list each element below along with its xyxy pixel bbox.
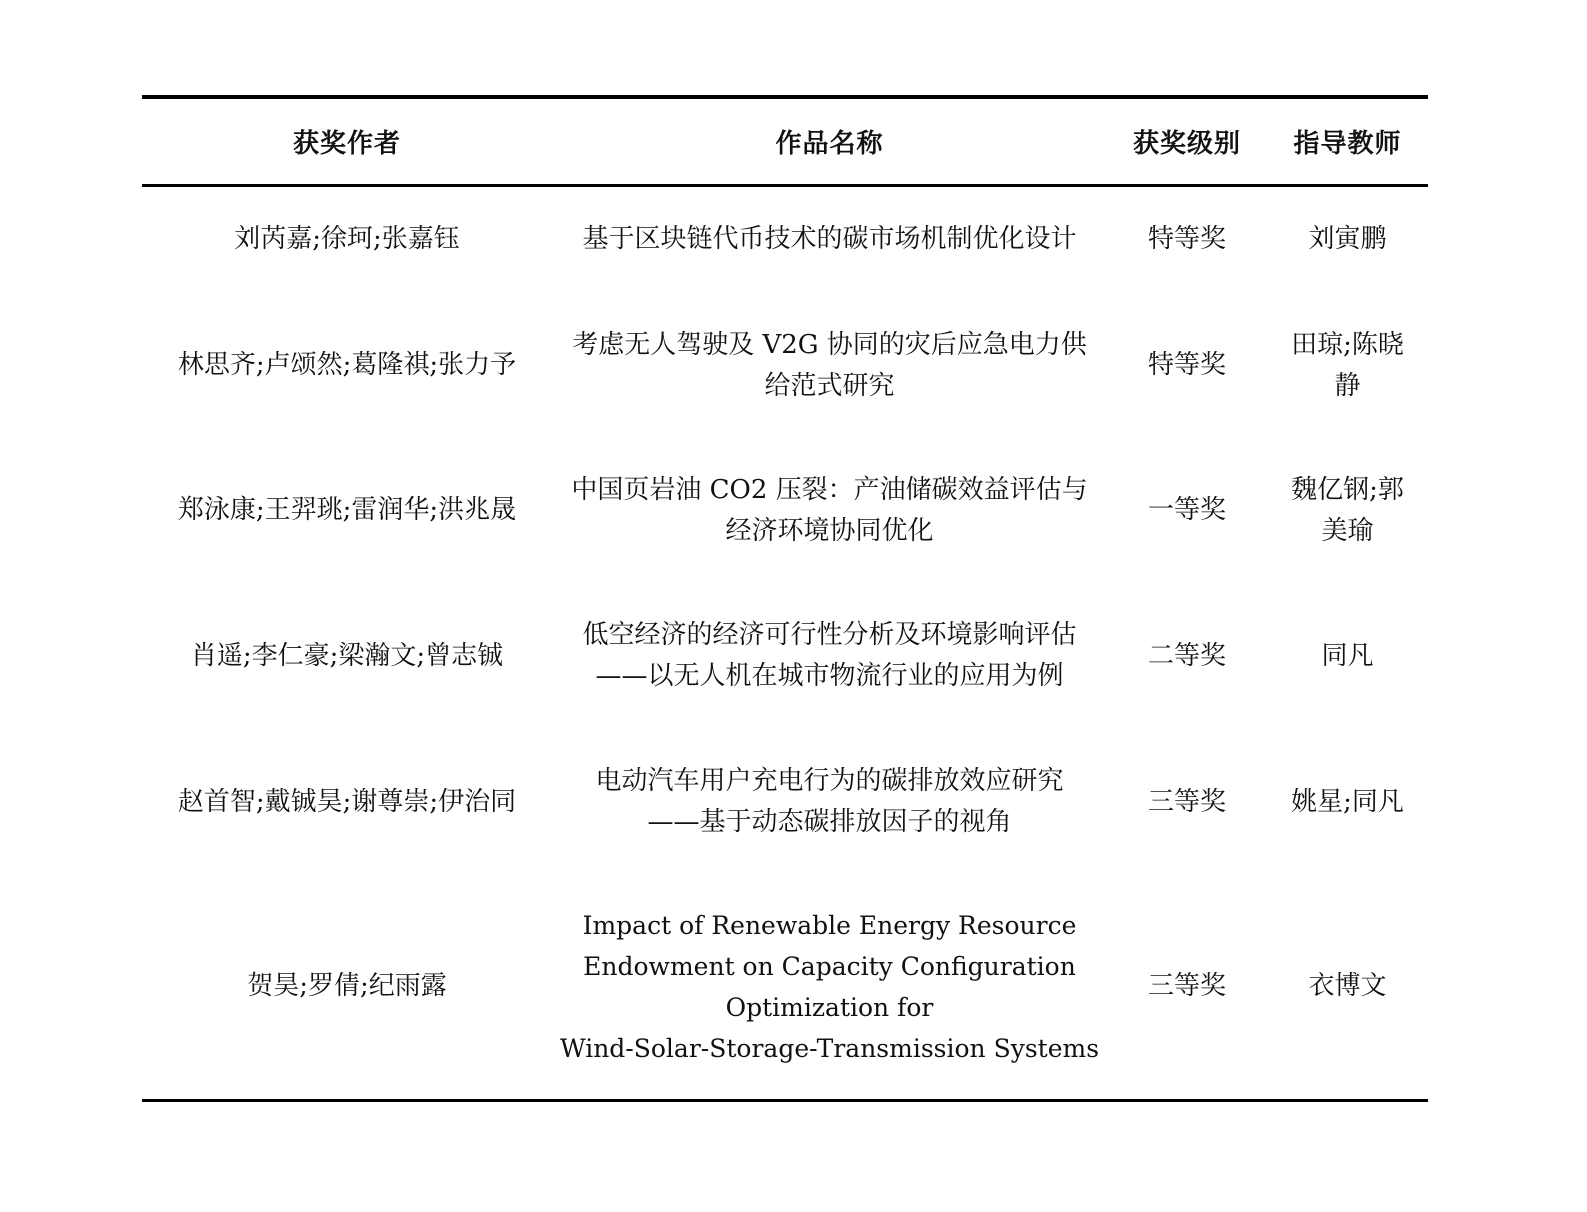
advisor-cell: 姚星;同凡: [1291, 786, 1404, 817]
title-line: Impact of Renewable Energy Resource: [582, 910, 1077, 940]
header-title: 作品名称: [552, 97, 1107, 185]
title-cell: [552, 583, 1107, 729]
authors-cell: 赵首智;戴铖昊;谢尊崇;伊治同: [177, 786, 517, 817]
title-cell: [552, 729, 1107, 875]
level-cell: 三等奖: [1147, 786, 1226, 817]
title-line: 电动汽车用户充电行为的碳排放效应研究: [595, 766, 1064, 796]
header-level: 获奖级别: [1107, 97, 1267, 185]
table-row: [142, 729, 1428, 875]
authors-cell: 贺昊;罗倩;纪雨露: [142, 875, 552, 1100]
advisor-cell: 刘寅鹏: [1308, 224, 1387, 255]
advisor-cell: 魏亿钢;郭美瑜: [1291, 474, 1404, 546]
table-row: [142, 293, 1428, 438]
title-line: Endowment on Capacity Configuration: [583, 951, 1076, 981]
title-line: ——以无人机在城市物流行业的应用为例: [595, 661, 1064, 691]
authors-cell: 刘芮嘉;徐珂;张嘉钰: [234, 224, 460, 255]
title-line: 经济环境协同优化: [725, 515, 934, 546]
title-line: ——基于动态碳排放因子的视角: [647, 807, 1012, 837]
advisor-cell: 同凡: [1321, 640, 1374, 671]
title-cell: [552, 875, 1107, 1100]
table-row: [142, 185, 1428, 293]
header-advisor: 指导教师: [1267, 97, 1428, 185]
title-line: Wind-Solar-Storage-Transmission Systems: [559, 1033, 1100, 1063]
title-line: 基于区块链代币技术的碳市场机制优化设计: [582, 224, 1077, 255]
header-row: [142, 97, 1428, 185]
table-row: [142, 583, 1428, 729]
level-cell: 一等奖: [1147, 495, 1226, 525]
header-authors: 获奖作者: [142, 97, 552, 185]
title-line: 中国页岩油 CO2 压裂：产油储碳效益评估与: [571, 474, 1088, 505]
authors-cell: 林思齐;卢颂然;葛隆祺;张力予: [177, 350, 517, 380]
title-cell: [552, 293, 1107, 438]
title-line: 低空经济的经济可行性分析及环境影响评估: [582, 620, 1077, 650]
advisor-cell: 田琼;陈晓静: [1291, 329, 1404, 401]
title-line: Optimization for: [725, 992, 934, 1022]
award-table: [142, 95, 1428, 1102]
title-cell: [552, 185, 1107, 293]
level-cell: 特等奖: [1147, 350, 1226, 380]
level-cell: 三等奖: [1107, 875, 1267, 1100]
title-cell: [552, 438, 1107, 583]
table-row: [142, 875, 1428, 1100]
table-row: [142, 438, 1428, 583]
level-cell: 二等奖: [1147, 640, 1226, 671]
advisor-cell: 衣博文: [1267, 875, 1428, 1100]
authors-cell: 郑泳康;王羿珧;雷润华;洪兆晟: [177, 495, 517, 525]
authors-cell: 肖遥;李仁豪;梁瀚文;曾志铖: [190, 640, 504, 671]
title-line: 考虑无人驾驶及 V2G 协同的灾后应急电力供: [572, 329, 1087, 360]
table-body: [142, 185, 1428, 1100]
level-cell: 特等奖: [1147, 224, 1226, 255]
table-header: [142, 97, 1428, 185]
title-line: 给范式研究: [764, 370, 895, 401]
